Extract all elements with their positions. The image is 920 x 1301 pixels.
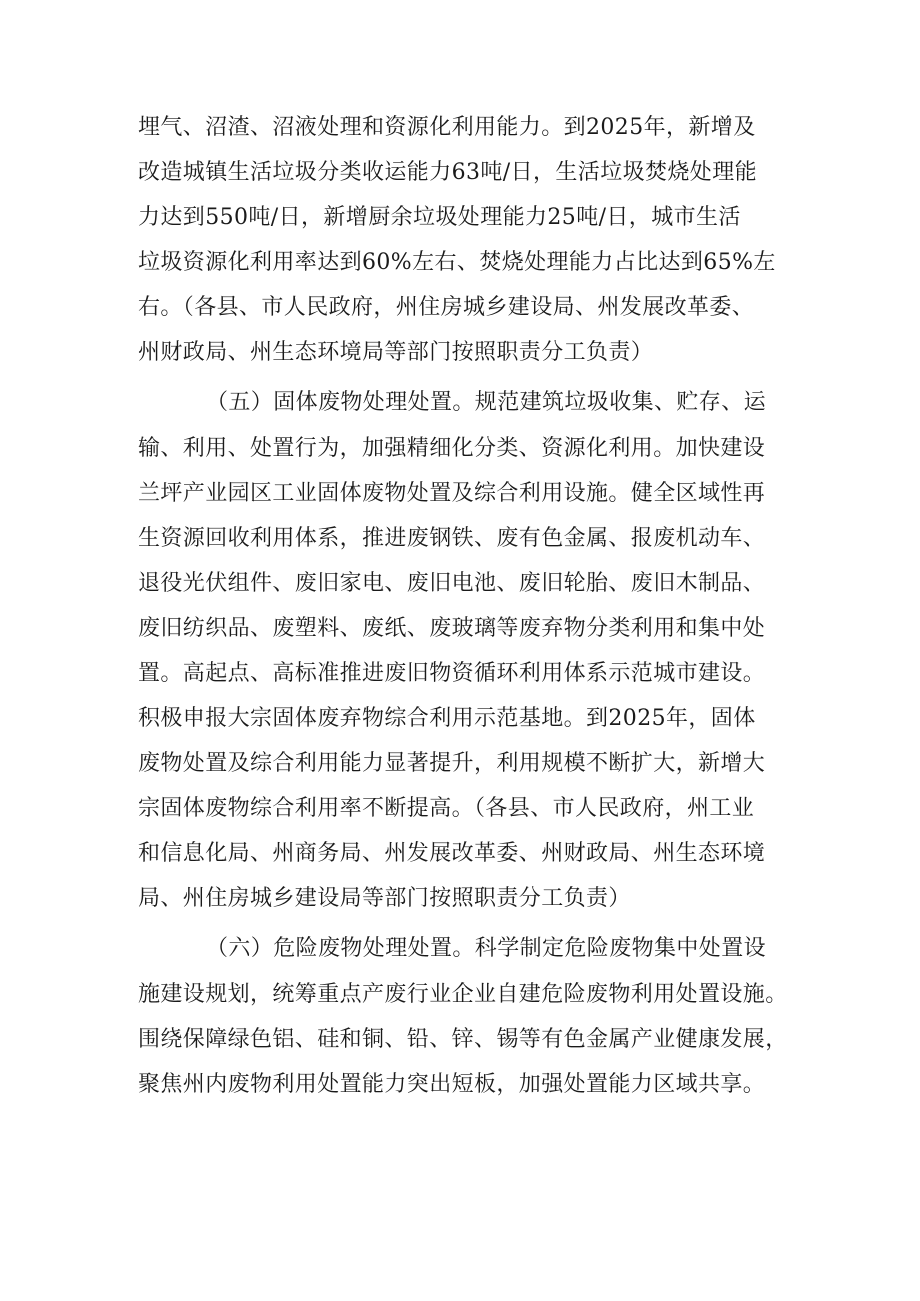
text-line: 改造城镇生活垃圾分类收运能力63吨/日，生活垃圾焚烧处理能 — [138, 160, 758, 185]
text-line: 输、利用、处置行为，加强精细化分类、资源化利用。加快建设 — [138, 436, 766, 461]
text-line: 积极申报大宗固体废弃物综合利用示范基地。到2025年，固体 — [138, 706, 756, 731]
section-five-heading-line: （五）固体废物处理处置。规范建筑垃圾收集、贮存、运 — [206, 390, 767, 415]
text-line: 废旧纺织品、废塑料、废纸、废玻璃等废弃物分类利用和集中处 — [138, 616, 766, 641]
text-line: 垃圾资源化利用率达到60%左右、焚烧处理能力占比达到65%左 — [138, 250, 776, 275]
text-line: 力达到550吨/日，新增厨余垃圾处理能力25吨/日，城市生活 — [138, 205, 741, 230]
text-line: 埋气、沼渣、沼液处理和资源化利用能力。到2025年，新增及 — [138, 115, 756, 140]
text-line: 右。（各县、市人民政府，州住房城乡建设局、州发展改革委、 — [138, 295, 755, 320]
text-line: 施建设规划，统筹重点产废行业企业自建危险废物利用处置设施。 — [138, 982, 788, 1007]
text-line: 退役光伏组件、废旧家电、废旧电池、废旧轮胎、废旧木制品、 — [138, 571, 766, 596]
text-line: 置。高起点、高标准推进废旧物资循环利用体系示范城市建设。 — [138, 661, 766, 686]
text-line: 州财政局、州生态环境局等部门按照职责分工负责） — [138, 340, 654, 365]
text-line: 宗固体废物综合利用率不断提高。（各县、市人民政府，州工业 — [138, 796, 755, 821]
text-line: 聚焦州内废物利用处置能力突出短板，加强处置能力区域共享。 — [138, 1072, 766, 1097]
text-line: 废物处置及综合利用能力显著提升，利用规模不断扩大，新增大 — [138, 751, 766, 776]
text-line: 围绕保障绿色铝、硅和铜、铅、锌、锡等有色金属产业健康发展， — [138, 1027, 788, 1052]
text-line: 局、州住房城乡建设局等部门按照职责分工负责） — [138, 886, 631, 911]
text-line: 和信息化局、州商务局、州发展改革委、州财政局、州生态环境 — [138, 841, 766, 866]
text-line: 生资源回收利用体系，推进废钢铁、废有色金属、报废机动车、 — [138, 526, 766, 551]
section-six-heading-line: （六）危险废物处理处置。科学制定危险废物集中处置设 — [206, 936, 767, 961]
text-line: 兰坪产业园区工业固体废物处置及综合利用设施。健全区域性再 — [138, 481, 766, 506]
